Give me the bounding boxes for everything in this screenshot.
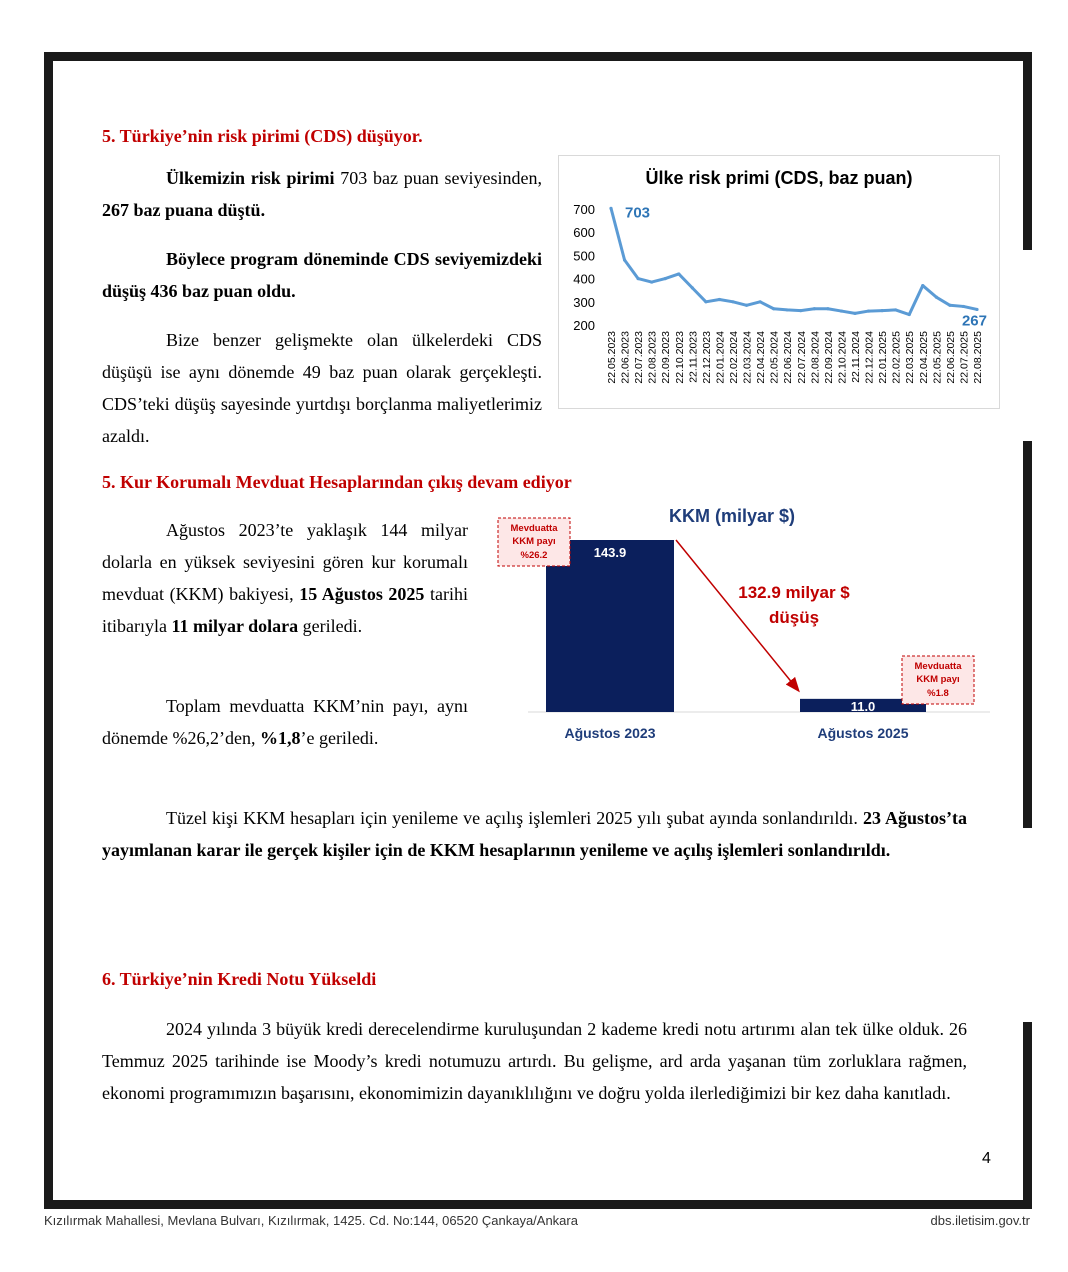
cds-data-point [650,280,653,283]
kkm-bold-2: 11 milyar dolara [171,616,299,636]
section-title-rating: 6. Türkiye’nin Kredi Notu Yükseldi [102,969,377,989]
cds-data-point [799,309,802,312]
cds-data-point [813,307,816,310]
cds-data-point [894,308,897,311]
cds-x-tick-label: 22.06.2024 [782,331,795,384]
cds-y-tick-label: 400 [573,271,595,287]
cds-data-point [935,296,938,299]
cds-end-label: 267 [961,312,987,330]
cds-x-tick-label: 22.03.2024 [741,331,754,384]
page-number: 4 [982,1150,991,1167]
cds-x-tick-label: 22.02.2024 [728,331,740,384]
cds-series-line [611,208,977,314]
kkm-drop-label-line2: düşüş [768,608,820,627]
page-frame-top [44,52,1032,61]
cds-x-tick-label: 22.07.2023 [633,331,646,384]
cds-line-chart [558,155,1000,409]
kkm-category-label-2023: Ağustos 2023 [564,725,656,741]
cds-text-3: Bize benzer gelişmekte olan ülkelerdeki CDS düşüşü ise aynı dönemde 49 baz puan olarak gerçekleşti. CDS’teki düşüş sayesinde yurtdışı borçlanma maliyetlerimiz azaldı. [102,330,542,446]
cds-data-point [840,309,843,312]
paragraph-cds-3 [102,324,542,452]
cds-x-tick-label: 22.03.2025 [904,331,917,384]
cds-x-tick-label: 22.09.2023 [660,331,673,384]
cds-y-tick-label: 500 [573,248,595,264]
cds-data-point [962,305,965,308]
kkm-drop-label-line1: 132.9 milyar $ [738,583,850,602]
cds-x-tick-label: 22.05.2024 [768,331,781,384]
cds-data-point [975,308,978,311]
cds-x-tick-label: 22.10.2023 [673,331,686,384]
cds-x-tick-label: 22.07.2024 [795,331,808,384]
kkm-chart-svg [488,502,990,748]
kkm-callout-2023-line2: KKM payı [512,536,556,547]
paragraph-rating-1 [102,1013,967,1109]
cds-y-tick-label: 300 [573,294,595,310]
cds-bold-2: 267 baz puana düştü. [102,200,266,220]
page-frame-right-segment [1023,52,1032,250]
kkm-bold-4: 23 Ağustos’ta yayımlanan karar ile gerçek kişiler için de KKM hesaplarının yenileme ve açılış işlemleri sonlandırıldı. [102,808,968,860]
kkm-callout-2025-line3: %1.8 [927,688,949,699]
cds-bold-3: Böylece program döneminde CDS seviyemizdeki düşüş 436 baz puan oldu. [102,249,542,301]
cds-data-point [637,277,640,280]
kkm-bar-chart [488,502,990,748]
paragraph-cds-1 [102,162,542,226]
cds-data-point [772,307,775,310]
cds-chart-title: Ülke risk primi (CDS, baz puan) [645,168,913,188]
cds-data-point [745,304,748,307]
cds-data-point [826,307,829,310]
cds-x-tick-label: 22.06.2023 [619,331,632,384]
kkm-text-4: Toplam mevduatta KKM’nin payı, aynı dönemde %26,2’den, [102,696,468,748]
kkm-bold-1: 15 Ağustos 2025 [299,584,425,604]
kkm-category-label-2025: Ağustos 2025 [817,725,909,741]
cds-chart-svg [559,156,999,408]
page-frame-right-segment [1023,1022,1032,1209]
cds-data-point [664,277,667,280]
page-frame-right-segment [1023,441,1032,828]
cds-data-point [948,304,951,307]
cds-x-tick-label: 22.02.2025 [890,331,903,384]
kkm-value-label-2023: 143.9 [593,545,627,560]
cds-x-tick-label: 22.12.2024 [863,331,876,384]
cds-x-tick-label: 22.08.2024 [809,331,822,384]
section-title-cds: 5. Türkiye’nin risk pirimi (CDS) düşüyor. [102,126,423,146]
footer-address: Kızılırmak Mahallesi, Mevlana Bulvarı, Kızılırmak, 1425. Cd. No:144, 06520 Çankaya/Ankara [44,1213,578,1228]
cds-x-tick-label: 22.05.2023 [606,331,618,384]
cds-data-point [921,284,924,287]
cds-data-point [908,313,911,316]
cds-x-tick-label: 22.09.2024 [822,331,835,384]
paragraph-kkm-3 [102,802,967,866]
cds-x-tick-label: 22.11.2024 [850,331,862,383]
cds-x-tick-label: 22.04.2025 [917,331,930,384]
cds-x-tick-label: 22.05.2025 [931,331,944,384]
cds-data-point [786,308,789,311]
kkm-callout-2025-line2: KKM payı [916,674,960,685]
cds-data-point [881,309,884,312]
kkm-text-5: ’e geriledi. [300,728,379,748]
cds-data-point [609,207,612,210]
kkm-text-3: geriledi. [298,616,363,636]
cds-start-label: 703 [625,204,651,222]
kkm-value-label-2025: 11.0 [850,698,876,714]
kkm-text-2: tarihi itibarıyla [102,584,468,636]
cds-x-tick-label: 22.12.2023 [700,331,713,384]
cds-data-point [704,300,707,303]
kkm-bold-3: %1,8 [259,728,301,748]
cds-data-point [623,258,626,261]
page-frame-bottom [44,1200,1032,1209]
cds-x-tick-label: 22.08.2023 [646,331,659,384]
cds-x-tick-label: 22.01.2025 [877,331,890,384]
cds-x-tick-label: 22.07.2025 [958,331,971,384]
cds-data-point [691,286,694,289]
kkm-callout-2023-line1: Mevduatta [510,523,558,534]
cds-data-point [731,300,734,303]
cds-y-tick-label: 200 [573,318,595,333]
page-frame-left [44,52,53,1209]
cds-x-tick-label: 22.06.2025 [944,331,957,384]
cds-data-point [853,312,856,315]
footer-website[interactable]: dbs.iletisim.gov.tr [930,1213,1030,1228]
cds-x-tick-label: 22.04.2024 [755,331,768,384]
paragraph-cds-2 [102,243,542,307]
section-title-kkm: 5. Kur Korumalı Mevduat Hesaplarından çıkış devam ediyor [102,472,572,492]
cds-y-tick-label: 700 [573,202,595,217]
paragraph-kkm-2 [102,690,468,754]
cds-x-tick-label: 22.08.2025 [972,331,984,384]
cds-x-tick-label: 22.10.2024 [836,331,849,384]
cds-data-point [677,272,680,275]
cds-x-tick-label: 22.11.2023 [687,331,700,383]
cds-x-tick-label: 22.01.2024 [714,331,727,384]
kkm-text-6: Tüzel kişi KKM hesapları için yenileme ve açılış işlemleri 2025 yılı şubat ayında sonlandırıldı. [166,808,863,828]
kkm-chart-title: KKM (milyar $) [668,506,796,526]
kkm-callout-2025-line1: Mevduatta [914,661,962,672]
paragraph-kkm-1 [102,514,468,642]
cds-data-point [759,300,762,303]
cds-bold-1: Ülkemizin risk pirimi [166,168,335,188]
cds-data-point [718,298,721,301]
rating-text-1: 2024 yılında 3 büyük kredi derecelendirme kuruluşundan 2 kademe kredi notu artırımı alan tek ülke olduk. 26 Temmuz 2025 tarihinde ise Moody’s kredi notumuzu artırdı. Bu gelişme, ard arda yaşanan tüm zorluklara rağmen, ekonomi programımızın başarısını, ekonomimizin dayanıklılığını ve doğru yolda ilerlediğimizi bir kez daha kanıtladı. [102,1019,967,1103]
cds-data-point [867,309,870,312]
kkm-callout-2023-line3: %26.2 [520,550,548,561]
cds-y-tick-label: 600 [573,225,595,241]
cds-text-1: 703 baz puan seviyesinden, [334,168,542,188]
kkm-text-1: Ağustos 2023’te yaklaşık 144 milyar dolarla en yüksek seviyesini gören kur korumalı mevduat (KKM) bakiyesi, [102,520,468,604]
